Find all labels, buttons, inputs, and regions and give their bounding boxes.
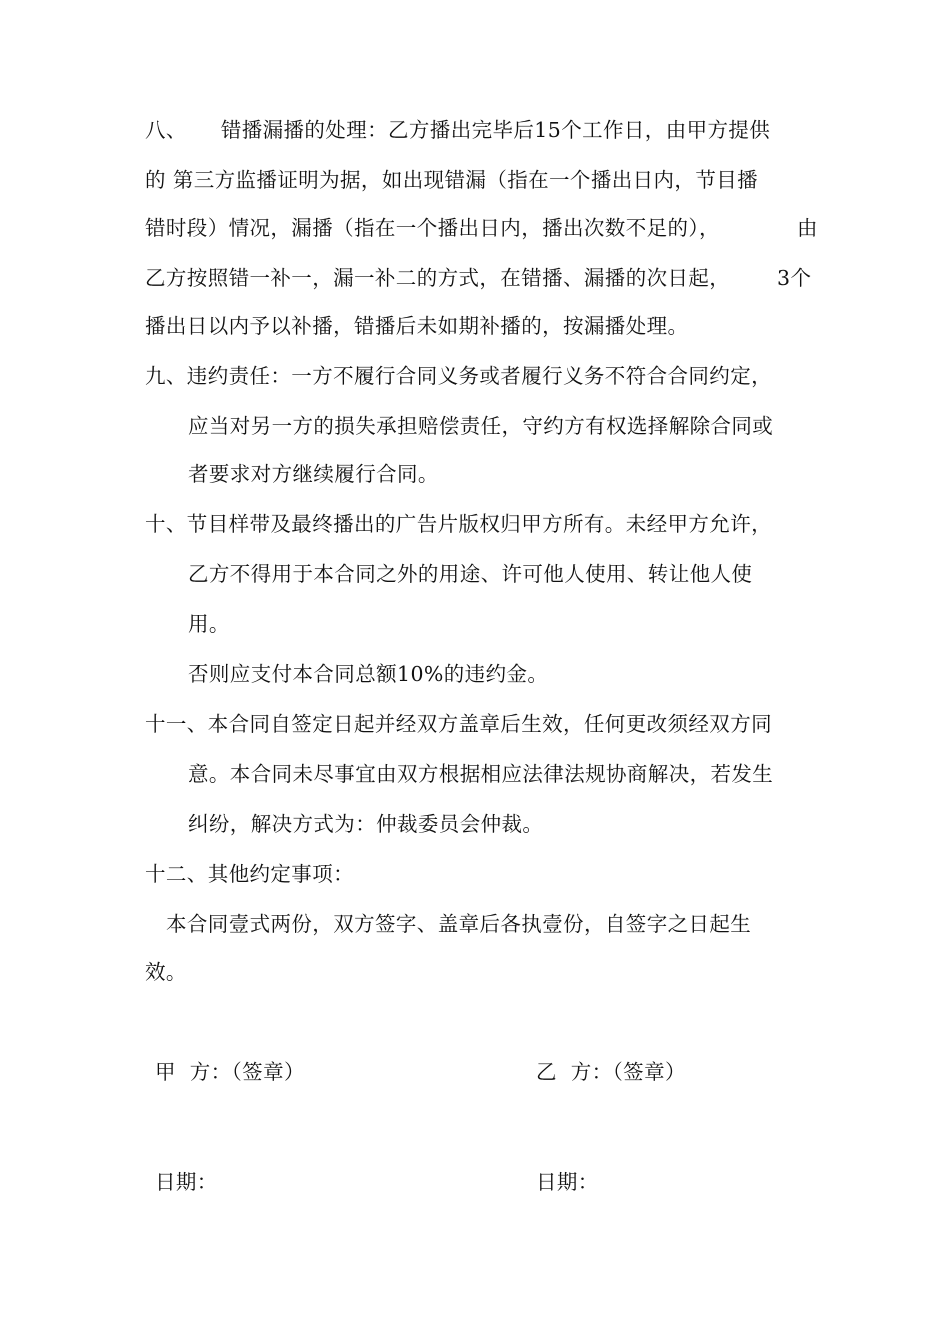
clause-12-line-1: 十二、其他约定事项：	[145, 862, 354, 886]
clause-10-line-3: 用。	[188, 612, 230, 636]
clause-8-line-2: 的 第三方监播证明为据，如出现错漏（指在一个播出日内，节目播	[145, 168, 759, 192]
party-a-date: 日期：	[155, 1170, 218, 1194]
clause-10-line-4: 否则应支付本合同总额10%的违约金。	[188, 662, 549, 686]
party-b-signature: 乙 方：（签章）	[536, 1060, 686, 1084]
clause-9-line-1: 九、违约责任：一方不履行合同义务或者履行义务不符合合同约定，	[145, 364, 772, 388]
clause-8-text-3a: 错时段）情况，漏播（指在一个播出日内，播出次数不足的），	[145, 216, 720, 240]
clause-9-line-2: 应当对另一方的损失承担赔偿责任，守约方有权选择解除合同或	[188, 414, 774, 438]
clause-8-text-3b: 由	[797, 216, 818, 240]
clause-8-text-1: 错播漏播的处理：乙方播出完毕后15个工作日，由甲方提供	[220, 118, 771, 142]
clause-8-line-5: 播出日以内予以补播，错播后未如期补播的，按漏播处理。	[145, 314, 689, 338]
clause-9-line-3: 者要求对方继续履行合同。	[188, 462, 439, 486]
clause-8-text-4b: 3个	[777, 266, 812, 290]
clause-10-line-1: 十、节目样带及最终播出的广告片版权归甲方所有。未经甲方允许，	[145, 512, 772, 536]
clause-11-line-3: 纠纷，解决方式为：仲裁委员会仲裁。	[188, 812, 544, 836]
clause-11-line-2: 意。本合同未尽事宜由双方根据相应法律法规协商解决，若发生	[188, 762, 774, 786]
clause-11-line-1: 十一、本合同自签定日起并经双方盖章后生效，任何更改须经双方同	[145, 712, 772, 736]
clause-8-line-4	[145, 264, 730, 292]
clause-10-line-2: 乙方不得用于本合同之外的用途、许可他人使用、转让他人使	[188, 562, 753, 586]
clause-8-line-3	[145, 214, 720, 242]
clause-12-line-2: 本合同壹式两份，双方签字、盖章后各执壹份，自签字之日起生	[166, 912, 752, 936]
clause-8-line-1	[145, 116, 770, 144]
party-b-date: 日期：	[536, 1170, 599, 1194]
clause-12-line-3: 效。	[145, 960, 187, 984]
party-a-signature: 甲 方：（签章）	[155, 1060, 305, 1084]
clause-8-number: 八、	[145, 118, 187, 142]
clause-8-text-4a: 乙方按照错一补一，漏一补二的方式，在错播、漏播的次日起，	[145, 266, 731, 290]
